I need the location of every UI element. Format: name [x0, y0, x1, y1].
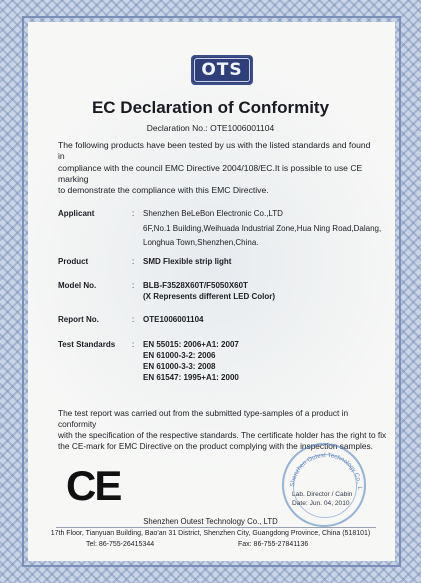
applicant-address-line: 6F,No.1 Building,Weihuada Industrial Zone,Hua Ning Road,Dalang,: [143, 224, 382, 233]
field-colon: :: [132, 281, 135, 290]
field-colon: :: [132, 209, 135, 218]
standard-item: EN 55015: 2006+A1: 2007: [143, 340, 239, 349]
applicant-address-line: Longhua Town,Shenzhen,China.: [143, 238, 259, 247]
product-value: SMD Flexible strip light: [143, 257, 232, 266]
model-label: Model No.: [58, 281, 97, 290]
report-label: Report No.: [58, 315, 99, 324]
ots-logo: [191, 55, 253, 85]
intro-line: to demonstrate the compliance with this EMC Directive.: [58, 185, 269, 196]
intro-line: The following products have been tested by us with the listed standards and found in: [58, 140, 371, 162]
field-colon: :: [132, 257, 135, 266]
stamp-role: Lab. Director / Cabin: [292, 491, 353, 498]
outro-line: with the specification of the respective standards. The certificate holder has the right to fix: [58, 430, 387, 440]
applicant-value: [143, 208, 383, 248]
certificate-title: EC Declaration of Conformity: [91, 98, 330, 117]
outro-line: the CE-mark for EMC Directive on the product complying with the inspection samples.: [58, 441, 373, 451]
report-value: OTE1006001104: [143, 315, 204, 324]
footer-fax: Fax: 86-755-27841136: [238, 541, 309, 548]
inspection-stamp: [282, 443, 366, 527]
model-note: (X Represents different LED Color): [143, 292, 276, 301]
model-number: BLB-F3528X60T/F5050X60T: [143, 281, 248, 290]
svg-text:Shenzhen Outest Technology Co.: Shenzhen Outest Technology Co., L: [289, 451, 364, 490]
model-value: [143, 280, 383, 302]
stamp-date: Date: Jun. 04, 2010: [292, 500, 350, 507]
field-colon: :: [132, 315, 135, 324]
ce-mark: CE: [66, 462, 121, 509]
standards-label: Test Standards: [58, 340, 116, 349]
standard-item: EN 61000-3-2: 2006: [143, 351, 216, 360]
standards-value: [143, 339, 383, 383]
footer-divider: [56, 527, 376, 528]
field-colon: :: [132, 340, 135, 349]
applicant-name: Shenzhen BeLeBon Electronic Co.,LTD: [143, 209, 283, 218]
applicant-label: Applicant: [58, 209, 95, 218]
product-label: Product: [58, 257, 89, 266]
intro-paragraph: [58, 140, 378, 196]
outro-line: The test report was carried out from the submitted type-samples of a product in conformity: [58, 408, 349, 429]
footer-tel: Tel: 86-755-26415344: [86, 541, 155, 548]
footer-address: 17th Floor, Tianyuan Building, Bao'an 31 District, Shenzhen City, Guangdong Province, China (518101): [50, 530, 371, 537]
standard-item: EN 61547: 1995+A1: 2000: [143, 373, 239, 382]
stamp-signature-block: [292, 490, 368, 508]
standard-item: EN 61000-3-3: 2008: [143, 362, 216, 371]
intro-line: compliance with the council EMC Directive 2004/108/EC.It is possible to use CE marking: [58, 162, 363, 184]
declaration-number: Declaration No.: OTE1006001104: [146, 123, 275, 133]
footer-company: Shenzhen Outest Technology Co., LTD: [143, 517, 278, 526]
ots-logo-text: OTS: [194, 58, 250, 82]
